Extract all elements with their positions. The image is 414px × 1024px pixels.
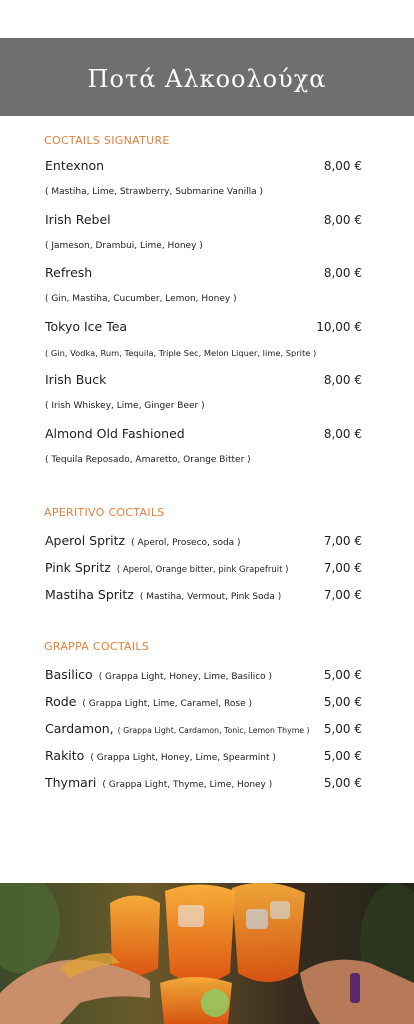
item-price: 7,00 €: [323, 534, 362, 548]
item-name: Basilico: [45, 667, 93, 682]
menu-item: [45, 265, 362, 280]
item-name: Irish Buck: [45, 372, 107, 387]
item-price: 8,00 €: [323, 213, 362, 227]
cocktail-glasses-illustration: [0, 883, 414, 1024]
menu-item: [45, 212, 362, 227]
item-description: ( Grappa Light, Cardamon, Tonic, Lemon Thyme ): [117, 726, 310, 735]
item-price: 10,00 €: [316, 320, 362, 334]
menu-item: [45, 158, 362, 173]
item-description: ( Gin, Mastiha, Cucumber, Lemon, Honey ): [45, 294, 237, 304]
menu-item: [45, 721, 362, 736]
item-price: 7,00 €: [323, 561, 362, 575]
item-name: Rode: [45, 694, 77, 709]
item-price: 5,00 €: [323, 776, 362, 790]
menu-item: [45, 775, 362, 790]
item-name: Entexnon: [45, 158, 105, 173]
item-price: 5,00 €: [323, 668, 362, 682]
menu-item: [45, 426, 362, 441]
item-name: Pink Spritz: [45, 560, 111, 575]
item-price: 8,00 €: [323, 159, 362, 173]
item-description: ( Aperol, Proseco, soda ): [131, 538, 241, 548]
item-description: ( Gin, Vodka, Rum, Tequila, Triple Sec, Melon Liquer, lime, Sprite ): [45, 348, 317, 358]
top-margin: [0, 0, 414, 38]
item-price: 8,00 €: [323, 266, 362, 280]
item-name: Rakito: [45, 748, 85, 763]
page-title: Ποτά Αλκοολούχα: [87, 65, 327, 93]
item-description: ( Aperol, Orange bitter, pink Grapefruit ): [116, 565, 289, 575]
item-description: ( Grappa Light, Honey, Lime, Basilico ): [98, 672, 273, 682]
item-price: 5,00 €: [323, 722, 362, 736]
menu-item: [45, 587, 362, 602]
item-price: 7,00 €: [323, 588, 362, 602]
item-description: ( Grappa Light, Honey, Lime, Spearmint ): [90, 753, 276, 763]
item-price: 5,00 €: [323, 749, 362, 763]
menu-item: [45, 667, 362, 682]
item-name: Thymari: [45, 775, 97, 790]
menu-item: [45, 372, 362, 387]
cocktails-photo: [0, 883, 414, 1024]
item-name: Almond Old Fashioned: [45, 426, 185, 441]
item-price: 8,00 €: [323, 427, 362, 441]
item-description: ( Grappa Light, Lime, Caramel, Rose ): [82, 699, 252, 709]
section-title-signature: COCTAILS SIGNATURE: [44, 134, 170, 147]
menu-item: [45, 560, 362, 575]
menu-header: [0, 38, 414, 116]
menu-item: [45, 694, 362, 709]
item-price: 8,00 €: [323, 373, 362, 387]
item-name: Cardamon,: [45, 721, 114, 736]
section-title-grappa: GRAPPA COCTAILS: [44, 640, 150, 653]
item-price: 5,00 €: [323, 695, 362, 709]
item-description: ( Grappa Light, Thyme, Lime, Honey ): [102, 780, 273, 790]
item-name: Refresh: [45, 265, 93, 280]
menu-item: [45, 319, 362, 334]
item-name: Irish Rebel: [45, 212, 111, 227]
item-name: Tokyo Ice Tea: [45, 319, 128, 334]
menu-item: [45, 748, 362, 763]
item-description: ( Irish Whiskey, Lime, Ginger Beer ): [45, 401, 205, 411]
item-name: Aperol Spritz: [45, 533, 126, 548]
section-title-aperitivo: APERITIVO COCTAILS: [44, 506, 165, 519]
item-description: ( Tequila Reposado, Amaretto, Orange Bitter ): [45, 455, 251, 465]
menu-item: [45, 533, 362, 548]
item-description: ( Mastiha, Vermout, Pink Soda ): [139, 592, 282, 602]
item-description: ( Jameson, Drambui, Lime, Honey ): [45, 241, 203, 251]
item-description: ( Mastiha, Lime, Strawberry, Submarine Vanilla ): [45, 187, 263, 197]
item-name: Mastiha Spritz: [45, 587, 134, 602]
